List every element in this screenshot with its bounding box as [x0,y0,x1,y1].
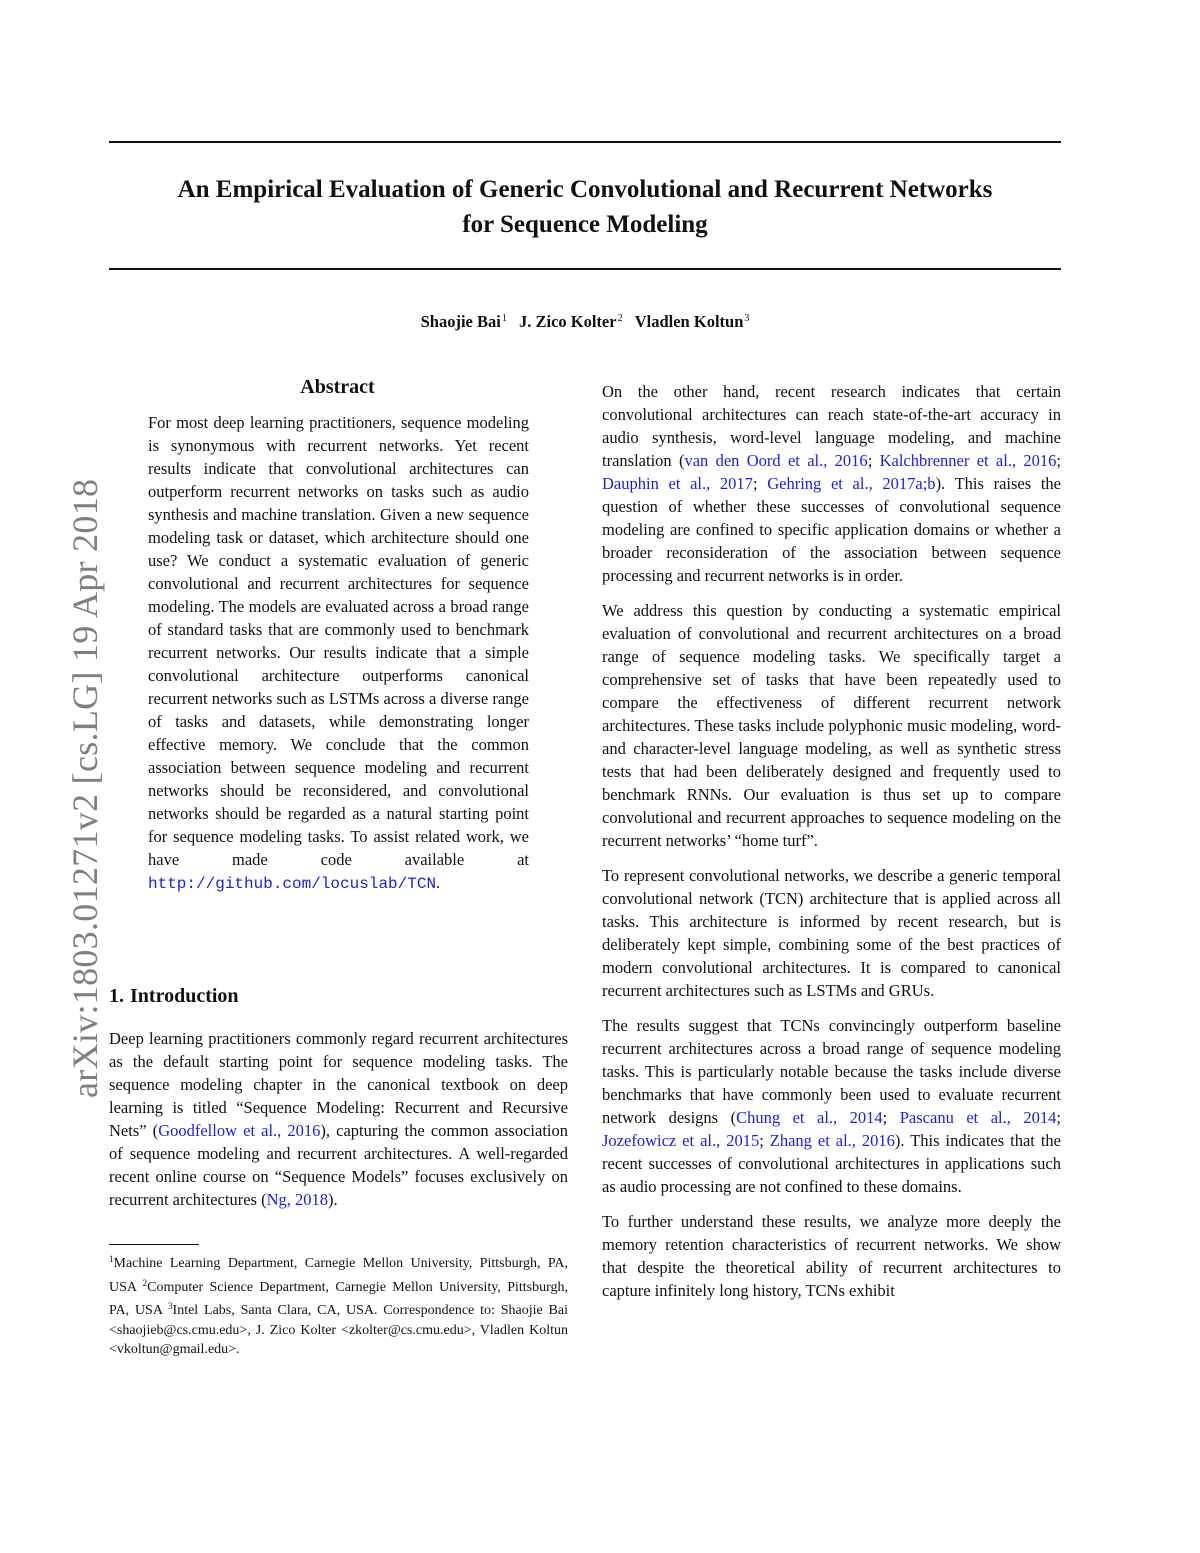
author-1: Shaojie Bai$^1$ [420,312,507,331]
paragraph: We address this question by conducting a systematic empirical evaluation of convolutional and recurrent architectures on a broad range of sequence modeling tasks. We specifically target a comprehensive set of tasks that have been repeatedly used to compare the effectiveness of different recurrent network architectures. These tasks include polyphonic music modeling, word- and character-level language modeling, as well as synthetic stress tests that had been deliberately designed and frequently used to benchmark RNNs. Our evaluation is thus set up to compare convolutional and recurrent approaches to sequence modeling on the recurrent networks’ “home turf”. [602,601,1061,850]
citation-link[interactable]: Pascanu et al., 2014 [899,1108,1057,1127]
author-3: Vladlen Koltun$^3$ [634,312,750,331]
arxiv-stamp: arXiv:1803.01271v2 [cs.LG] 19 Apr 2018 [65,478,105,1098]
title-line-2: for Sequence Modeling [462,211,708,238]
footnote-rule [109,1244,199,1245]
citation-link[interactable]: Goodfellow et al., 2016 [158,1121,321,1140]
title-bottom-rule [109,268,1061,270]
code-link[interactable]: http://github.com/locuslab/TCN [148,875,437,893]
title-top-rule [109,141,1061,143]
citation-link[interactable]: Jozefowicz et al., 2015 [602,1131,760,1150]
citation-link[interactable]: Ng, 2018 [266,1190,328,1209]
citation-link[interactable]: Chung et al., 2014 [736,1108,883,1127]
abstract-heading: Abstract [300,376,375,398]
paragraph: To represent convolutional networks, we describe a generic temporal convolutional network (TCN) architecture that is applied across all tasks. This architecture is informed by recent research, but is deliberately kept simple, combining some of the best practices of modern convolutional architectures. It is compared to canonical recurrent architectures such as LSTMs and GRUs. [602,866,1061,1000]
author-2: J. Zico Kolter$^2$ [518,312,623,331]
intro-paragraph-1: Deep learning practitioners commonly regard recurrent architectures as the default starting point for sequence modeling tasks. The sequence modeling chapter in the canonical textbook on deep learning is titled “Sequence Modeling: Recurrent and Recursive Nets” (Goodfellow et al., 2016), capturing the common association of sequence modeling and recurrent architectures. A well-regarded recent online course on “Sequence Models” focuses exclusively on recurrent architectures (Ng, 2018). [109,1029,568,1209]
right-column [602,380,1061,1314]
author-list [109,312,1061,332]
paper-title [109,172,1061,242]
paragraph: On the other hand, recent research indicates that certain convolutional architectures can reach state-of-the-art accuracy in audio synthesis, word-level language modeling, and machine translation (van den Oord et al., 2016; Kalchbrenner et al., 2016; Dauphin et al., 2017; Gehring et al., 2017a;b). This raises the question of whether these successes of convolutional sequence modeling are confined to specific application domains or whether a broader reconsideration of the association between sequence processing and recurrent networks is in order. [602,382,1061,585]
paragraph: The results suggest that TCNs convincingly outperform baseline recurrent architectures across a broad range of sequence modeling tasks. This is particularly notable because the tasks include diverse benchmarks that have commonly been used to evaluate recurrent network designs (Chung et al., 2014; Pascanu et al., 2014; Jozefowicz et al., 2015; Zhang et al., 2016). This indicates that the recent successes of convolutional architectures in applications such as audio processing are not confined to these domains. [602,1016,1061,1196]
abstract-body: For most deep learning practitioners, sequence modeling is synonymous with recurrent networks. Yet recent results indicate that convolutional architectures can outperform recurrent networks on tasks such as audio synthesis and machine translation. Given a new sequence modeling task or dataset, which architecture should one use? We conduct a systematic evaluation of generic convolutional and recurrent architectures for sequence modeling. The models are evaluated across a broad range of standard tasks that are commonly used to benchmark recurrent networks. Our results indicate that a simple convolutional architecture outperforms canonical recurrent networks such as LSTMs across a diverse range of tasks and datasets, while demonstrating longer effective memory. We conclude that the common association between sequence modeling and recurrent networks should be reconsidered, and convolutional networks should be regarded as a natural starting point for sequence modeling tasks. To assist related work, we have made code available at http://github.com/locuslab/TCN. [148,413,529,893]
citation-link[interactable]: Kalchbrenner et al., 2016 [879,451,1057,470]
citation-link[interactable]: Gehring et al., 2017a;b [767,474,936,493]
affiliation-footnote: $^1$Machine Learning Department, Carnegie Mellon University, Pittsburgh, PA, USA $^2$Computer Science Department, Carnegie Mellon University, Pittsburgh, PA, USA $^3$Intel Labs, Santa Clara, CA, USA. Correspondence to: Shaojie Bai <shaojieb@cs.cmu.edu>, J. Zico Kolter <zkolter@cs.cmu.edu>, Vladlen Koltun <vkoltun@gmail.edu>. [109,1254,569,1357]
title-line-1: An Empirical Evaluation of Generic Convolutional and Recurrent Networks [177,176,993,203]
section-heading-introduction: 1. Introduction [109,985,239,1007]
paragraph: To further understand these results, we analyze more deeply the memory retention characteristics of recurrent networks. We show that despite the theoretical ability of recurrent architectures to capture infinitely long history, TCNs exhibit [602,1212,1061,1300]
citation-link[interactable]: Dauphin et al., 2017 [602,474,753,493]
citation-link[interactable]: van den Oord et al., 2016 [684,451,868,470]
citation-link[interactable]: Zhang et al., 2016 [769,1131,895,1150]
